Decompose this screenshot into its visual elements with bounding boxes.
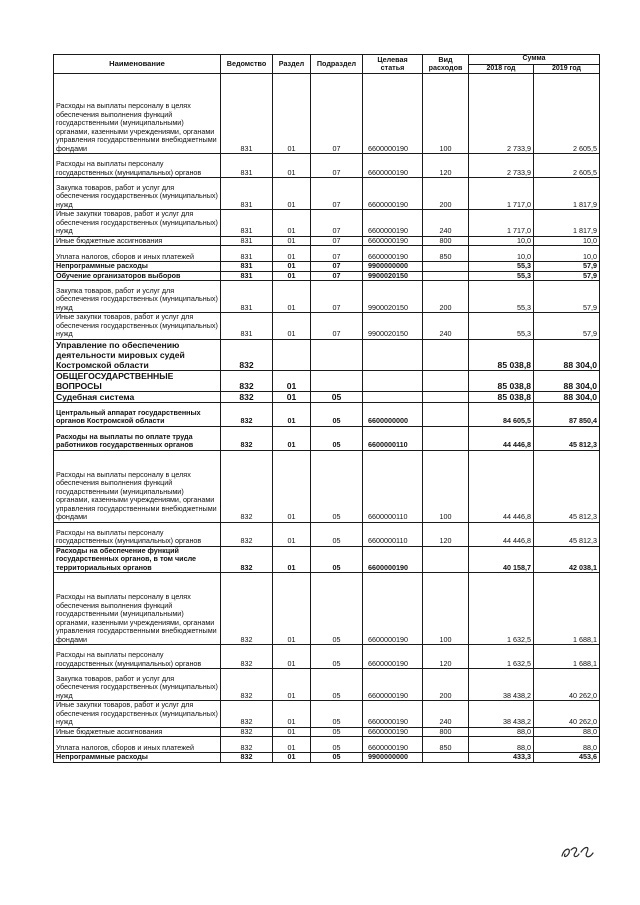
- cell-target: 9900000000: [363, 262, 423, 272]
- cell-dept: 831: [221, 281, 273, 313]
- table-row: [54, 546, 600, 573]
- cell-type: 100: [423, 74, 469, 154]
- cell-year-2019: 10,0: [534, 246, 600, 262]
- cell-name: Расходы на обеспечение функций государственных органов, в том числе территориальных органов: [54, 546, 221, 573]
- cell-year-2018: 85 038,8: [469, 339, 534, 370]
- cell-name: Расходы на выплаты персоналу в целях обеспечения выполнения функций государственными (муниципальными) органами, казенными учреждениями, органами управления государственными внебюджетными фондами: [54, 573, 221, 645]
- cell-year-2019: 45 812,3: [534, 450, 600, 522]
- table-row: [54, 262, 600, 272]
- cell-dept: 832: [221, 546, 273, 573]
- cell-dept: 832: [221, 391, 273, 402]
- cell-dept: 832: [221, 645, 273, 669]
- cell-year-2019: 88,0: [534, 727, 600, 737]
- cell-section: 01: [273, 522, 311, 546]
- cell-name: Уплата налогов, сборов и иных платежей: [54, 737, 221, 753]
- table-row: [54, 402, 600, 426]
- cell-subsection: 05: [311, 727, 363, 737]
- cell-target: 6600000190: [363, 246, 423, 262]
- cell-type: 800: [423, 727, 469, 737]
- cell-year-2019: 453,6: [534, 753, 600, 763]
- cell-type: 200: [423, 669, 469, 701]
- cell-name: Закупка товаров, работ и услуг для обеспечения государственных (муниципальных) нужд: [54, 178, 221, 210]
- cell-dept: 831: [221, 262, 273, 272]
- cell-section: 01: [273, 701, 311, 728]
- cell-type: 120: [423, 154, 469, 178]
- cell-name: Иные бюджетные ассигнования: [54, 236, 221, 246]
- cell-name: Расходы на выплаты персоналу государственных (муниципальных) органов: [54, 154, 221, 178]
- cell-dept: 832: [221, 339, 273, 370]
- cell-type: 100: [423, 450, 469, 522]
- cell-target: 6600000190: [363, 210, 423, 237]
- cell-target: 9900020150: [363, 281, 423, 313]
- table-row: [54, 573, 600, 645]
- header-dept: Ведомство: [221, 55, 273, 74]
- cell-name: Судебная система: [54, 391, 221, 402]
- cell-year-2018: 2 733,9: [469, 74, 534, 154]
- cell-year-2018: 38 438,2: [469, 669, 534, 701]
- table-row: [54, 645, 600, 669]
- cell-dept: 831: [221, 154, 273, 178]
- table-row: [54, 701, 600, 728]
- table-header: [54, 55, 600, 74]
- cell-section: 01: [273, 645, 311, 669]
- cell-year-2018: 85 038,8: [469, 370, 534, 391]
- cell-section: 01: [273, 154, 311, 178]
- cell-type: 850: [423, 246, 469, 262]
- table-row: [54, 313, 600, 340]
- cell-target: 6600000190: [363, 645, 423, 669]
- cell-name: Уплата налогов, сборов и иных платежей: [54, 246, 221, 262]
- cell-type: [423, 426, 469, 450]
- cell-section: 01: [273, 546, 311, 573]
- header-year-2018: 2018 год: [469, 64, 534, 74]
- cell-type: [423, 402, 469, 426]
- table-row: [54, 753, 600, 763]
- cell-subsection: 05: [311, 737, 363, 753]
- cell-type: 240: [423, 701, 469, 728]
- cell-target: 6600000190: [363, 727, 423, 737]
- cell-dept: 831: [221, 271, 273, 281]
- cell-target: 6600000190: [363, 154, 423, 178]
- table-row: [54, 154, 600, 178]
- cell-year-2019: 10,0: [534, 236, 600, 246]
- table-row: [54, 236, 600, 246]
- cell-year-2019: 42 038,1: [534, 546, 600, 573]
- cell-year-2019: 88,0: [534, 737, 600, 753]
- cell-subsection: 05: [311, 669, 363, 701]
- table-row: [54, 522, 600, 546]
- cell-type: 120: [423, 522, 469, 546]
- header-year-2019: 2019 год: [534, 64, 600, 74]
- cell-section: 01: [273, 737, 311, 753]
- table-body: [54, 74, 600, 763]
- cell-year-2018: 1 632,5: [469, 645, 534, 669]
- budget-table: [53, 54, 600, 763]
- cell-subsection: 05: [311, 450, 363, 522]
- cell-type: 850: [423, 737, 469, 753]
- cell-dept: 831: [221, 210, 273, 237]
- cell-subsection: 05: [311, 645, 363, 669]
- cell-subsection: 07: [311, 281, 363, 313]
- table-row: [54, 737, 600, 753]
- cell-target: 9900020150: [363, 271, 423, 281]
- cell-year-2019: 2 605,5: [534, 154, 600, 178]
- cell-target: 6600000190: [363, 737, 423, 753]
- cell-dept: 831: [221, 236, 273, 246]
- table-row: [54, 178, 600, 210]
- cell-year-2019: 88 304,0: [534, 339, 600, 370]
- cell-year-2018: 88,0: [469, 727, 534, 737]
- cell-name: Закупка товаров, работ и услуг для обеспечения государственных (муниципальных) нужд: [54, 669, 221, 701]
- table-row: [54, 246, 600, 262]
- cell-year-2018: 55,3: [469, 313, 534, 340]
- cell-year-2019: 88 304,0: [534, 391, 600, 402]
- cell-section: 01: [273, 236, 311, 246]
- cell-year-2018: 1 717,0: [469, 178, 534, 210]
- cell-section: 01: [273, 669, 311, 701]
- cell-section: 01: [273, 391, 311, 402]
- cell-target: 6600000000: [363, 402, 423, 426]
- cell-section: 01: [273, 727, 311, 737]
- cell-dept: 832: [221, 701, 273, 728]
- cell-dept: 832: [221, 426, 273, 450]
- cell-section: 01: [273, 178, 311, 210]
- cell-target: 9900020150: [363, 313, 423, 340]
- cell-dept: 832: [221, 737, 273, 753]
- cell-subsection: 07: [311, 210, 363, 237]
- table-row: [54, 210, 600, 237]
- cell-year-2019: 1 688,1: [534, 645, 600, 669]
- cell-name: Иные бюджетные ассигнования: [54, 727, 221, 737]
- cell-subsection: 05: [311, 402, 363, 426]
- cell-subsection: 07: [311, 313, 363, 340]
- cell-target: 6600000190: [363, 669, 423, 701]
- cell-year-2018: 40 158,7: [469, 546, 534, 573]
- cell-dept: 832: [221, 522, 273, 546]
- cell-year-2018: 38 438,2: [469, 701, 534, 728]
- table-row: [54, 391, 600, 402]
- cell-section: 01: [273, 370, 311, 391]
- cell-year-2018: 85 038,8: [469, 391, 534, 402]
- cell-subsection: 05: [311, 391, 363, 402]
- cell-name: Центральный аппарат государственных органов Костромской области: [54, 402, 221, 426]
- cell-year-2019: 57,9: [534, 262, 600, 272]
- cell-target: [363, 370, 423, 391]
- table-row: [54, 339, 600, 370]
- cell-subsection: 05: [311, 426, 363, 450]
- cell-year-2019: 40 262,0: [534, 669, 600, 701]
- cell-name: Расходы на выплаты персоналу государственных (муниципальных) органов: [54, 522, 221, 546]
- cell-section: 01: [273, 426, 311, 450]
- cell-dept: 831: [221, 246, 273, 262]
- cell-year-2018: 10,0: [469, 236, 534, 246]
- cell-subsection: 05: [311, 753, 363, 763]
- cell-dept: 831: [221, 178, 273, 210]
- cell-year-2018: 1 632,5: [469, 573, 534, 645]
- handwritten-page-number: [559, 840, 597, 862]
- cell-target: 6600000190: [363, 236, 423, 246]
- cell-dept: 832: [221, 450, 273, 522]
- cell-name: Расходы на выплаты персоналу в целях обеспечения выполнения функций государственными (муниципальными) органами, казенными учреждениями, органами управления государственными внебюджетными фондами: [54, 450, 221, 522]
- cell-type: [423, 753, 469, 763]
- table-row: [54, 281, 600, 313]
- cell-type: 800: [423, 236, 469, 246]
- cell-section: 01: [273, 573, 311, 645]
- cell-year-2018: 44 446,8: [469, 522, 534, 546]
- header-subsection: Подраздел: [311, 55, 363, 74]
- cell-subsection: 05: [311, 573, 363, 645]
- cell-section: 01: [273, 450, 311, 522]
- cell-name: Обучение организаторов выборов: [54, 271, 221, 281]
- cell-year-2018: 1 717,0: [469, 210, 534, 237]
- cell-year-2019: 57,9: [534, 271, 600, 281]
- cell-target: [363, 339, 423, 370]
- cell-name: ОБЩЕГОСУДАРСТВЕННЫЕ ВОПРОСЫ: [54, 370, 221, 391]
- table-row: [54, 669, 600, 701]
- cell-subsection: 07: [311, 271, 363, 281]
- cell-year-2019: 1 817,9: [534, 210, 600, 237]
- cell-year-2019: 1 817,9: [534, 178, 600, 210]
- cell-subsection: [311, 339, 363, 370]
- cell-target: 9900000000: [363, 753, 423, 763]
- cell-section: 01: [273, 271, 311, 281]
- cell-subsection: 07: [311, 262, 363, 272]
- cell-section: 01: [273, 262, 311, 272]
- cell-year-2018: 433,3: [469, 753, 534, 763]
- cell-target: 6600000110: [363, 426, 423, 450]
- cell-type: [423, 271, 469, 281]
- cell-target: 6600000190: [363, 701, 423, 728]
- cell-type: 100: [423, 573, 469, 645]
- cell-target: 6600000190: [363, 178, 423, 210]
- cell-subsection: 05: [311, 546, 363, 573]
- cell-year-2019: 40 262,0: [534, 701, 600, 728]
- cell-type: [423, 339, 469, 370]
- table-row: [54, 370, 600, 391]
- cell-year-2018: 10,0: [469, 246, 534, 262]
- cell-dept: 832: [221, 573, 273, 645]
- table-row: [54, 727, 600, 737]
- cell-dept: 832: [221, 370, 273, 391]
- cell-dept: 832: [221, 669, 273, 701]
- cell-section: 01: [273, 210, 311, 237]
- cell-subsection: 07: [311, 178, 363, 210]
- cell-name: Непрограммные расходы: [54, 262, 221, 272]
- cell-year-2018: 55,3: [469, 262, 534, 272]
- cell-section: [273, 339, 311, 370]
- cell-target: 6600000110: [363, 450, 423, 522]
- cell-type: 240: [423, 313, 469, 340]
- cell-name: Непрограммные расходы: [54, 753, 221, 763]
- cell-type: [423, 546, 469, 573]
- cell-subsection: 05: [311, 701, 363, 728]
- header-sum: Сумма: [469, 55, 600, 65]
- cell-dept: 831: [221, 74, 273, 154]
- cell-target: 6600000110: [363, 522, 423, 546]
- cell-target: 6600000190: [363, 573, 423, 645]
- cell-year-2019: 45 812,3: [534, 426, 600, 450]
- table-row: [54, 271, 600, 281]
- table-row: [54, 450, 600, 522]
- cell-section: 01: [273, 281, 311, 313]
- cell-year-2018: 88,0: [469, 737, 534, 753]
- cell-year-2018: 2 733,9: [469, 154, 534, 178]
- cell-name: Расходы на выплаты персоналу государственных (муниципальных) органов: [54, 645, 221, 669]
- table-row: [54, 426, 600, 450]
- cell-name: Иные закупки товаров, работ и услуг для обеспечения государственных (муниципальных) нужд: [54, 313, 221, 340]
- cell-name: Иные закупки товаров, работ и услуг для обеспечения государственных (муниципальных) нужд: [54, 701, 221, 728]
- cell-name: Закупка товаров, работ и услуг для обеспечения государственных (муниципальных) нужд: [54, 281, 221, 313]
- header-type: Вид расходов: [423, 55, 469, 74]
- cell-year-2019: 57,9: [534, 313, 600, 340]
- cell-dept: 832: [221, 727, 273, 737]
- cell-name: Управление по обеспечению деятельности мировых судей Костромской области: [54, 339, 221, 370]
- cell-type: 240: [423, 210, 469, 237]
- cell-subsection: 05: [311, 522, 363, 546]
- cell-year-2019: 88 304,0: [534, 370, 600, 391]
- cell-year-2019: 2 605,5: [534, 74, 600, 154]
- cell-dept: 832: [221, 753, 273, 763]
- cell-year-2018: 44 446,8: [469, 450, 534, 522]
- cell-year-2018: 84 605,5: [469, 402, 534, 426]
- cell-type: 200: [423, 281, 469, 313]
- cell-year-2018: 55,3: [469, 281, 534, 313]
- cell-dept: 832: [221, 402, 273, 426]
- cell-type: [423, 391, 469, 402]
- cell-subsection: 07: [311, 246, 363, 262]
- cell-section: 01: [273, 402, 311, 426]
- cell-section: 01: [273, 74, 311, 154]
- cell-year-2019: 1 688,1: [534, 573, 600, 645]
- cell-target: 6600000190: [363, 74, 423, 154]
- header-section: Раздел: [273, 55, 311, 74]
- cell-year-2018: 44 446,8: [469, 426, 534, 450]
- cell-subsection: 07: [311, 74, 363, 154]
- cell-type: [423, 262, 469, 272]
- cell-subsection: 07: [311, 154, 363, 178]
- cell-name: Расходы на выплаты персоналу в целях обеспечения выполнения функций государственными (муниципальными) органами, казенными учреждениями, органами управления государственными внебюджетными фондами: [54, 74, 221, 154]
- cell-section: 01: [273, 246, 311, 262]
- cell-subsection: [311, 370, 363, 391]
- cell-year-2019: 45 812,3: [534, 522, 600, 546]
- cell-dept: 831: [221, 313, 273, 340]
- cell-year-2019: 57,9: [534, 281, 600, 313]
- cell-target: [363, 391, 423, 402]
- cell-type: 200: [423, 178, 469, 210]
- cell-section: 01: [273, 313, 311, 340]
- cell-type: 120: [423, 645, 469, 669]
- cell-target: 6600000190: [363, 546, 423, 573]
- cell-subsection: 07: [311, 236, 363, 246]
- cell-type: [423, 370, 469, 391]
- header-target: Целевая статья: [363, 55, 423, 74]
- cell-year-2019: 87 850,4: [534, 402, 600, 426]
- table-row: [54, 74, 600, 154]
- header-name: Наименование: [54, 55, 221, 74]
- cell-name: Расходы на выплаты по оплате труда работников государственных органов: [54, 426, 221, 450]
- cell-year-2018: 55,3: [469, 271, 534, 281]
- cell-section: 01: [273, 753, 311, 763]
- cell-name: Иные закупки товаров, работ и услуг для обеспечения государственных (муниципальных) нужд: [54, 210, 221, 237]
